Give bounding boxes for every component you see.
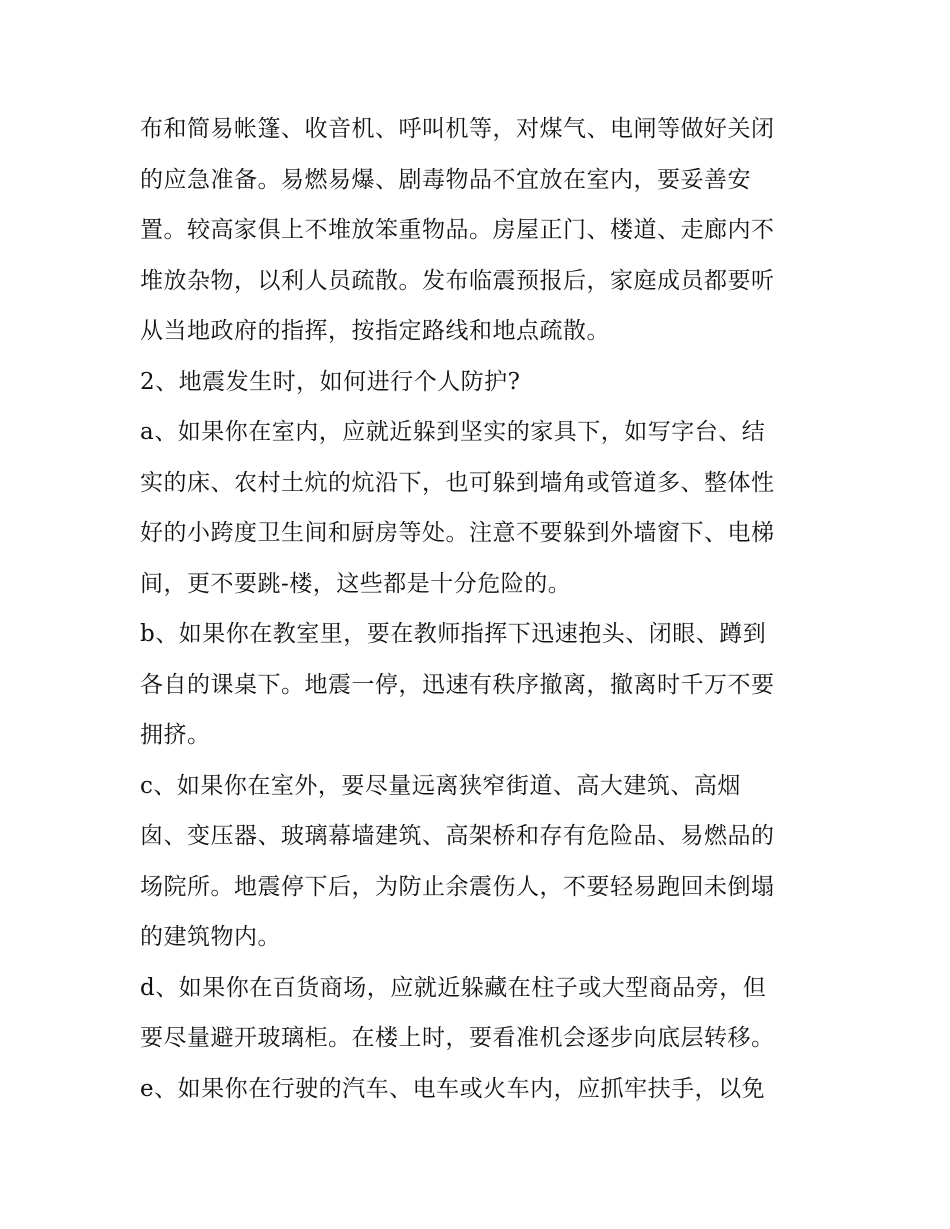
text-line: 布和简易帐篷、收音机、呼叫机等，对煤气、电闸等做好关闭 — [140, 116, 775, 142]
text-line: 囱、变压器、玻璃幕墙建筑、高架桥和存有危险品、易燃品的 — [140, 823, 775, 849]
text-line: 置。较高家俱上不堆放笨重物品。房屋正门、楼道、走廊内不 — [140, 217, 775, 243]
text-line: 好的小跨度卫生间和厨房等处。注意不要躲到外墙窗下、电梯 — [140, 520, 775, 546]
text-line: a、如果你在室内，应就近躲到坚实的家具下，如写字台、结 — [140, 419, 766, 445]
text-line: 堆放杂物，以利人员疏散。发布临震预报后，家庭成员都要听 — [140, 267, 775, 294]
text-line: 各自的课桌下。地震一停，迅速有秩序撤离，撤离时千万不要 — [140, 671, 775, 698]
text-line: 要尽量避开玻璃柜。在楼上时，要看准机会逐步向底层转移。 — [140, 1025, 775, 1051]
text-line: b、如果你在教室里，要在教师指挥下迅速抱头、闭眼、蹲到 — [140, 621, 767, 647]
text-line: 的应急准备。易燃易爆、剧毒物品不宜放在室内，要妥善安 — [140, 166, 751, 193]
text-line: c、如果你在室外，要尽量远离狭窄街道、高大建筑、高烟 — [140, 772, 741, 799]
text-line: 的建筑物内。 — [140, 924, 281, 950]
text-line: 实的床、农村土炕的炕沿下，也可躲到墙角或管道多、整体性 — [140, 469, 775, 496]
text-line: 从当地政府的指挥，按指定路线和地点疏散。 — [140, 318, 610, 344]
text-line: 间，更不要跳-楼，这些都是十分危险的。 — [140, 570, 572, 597]
text-line: 场院所。地震停下后，为防止余震伤人，不要轻易跑回未倒塌 — [140, 873, 775, 900]
text-line: d、如果你在百货商场，应就近躲藏在柱子或大型商品旁，但 — [140, 974, 767, 1001]
document-body — [140, 104, 812, 1114]
section-heading: 2、地震发生时，如何进行个人防护? — [140, 368, 521, 395]
text-line: 拥挤。 — [140, 722, 211, 748]
text-line: e、如果你在行驶的汽车、电车或火车内，应抓牢扶手，以免 — [140, 1075, 766, 1102]
